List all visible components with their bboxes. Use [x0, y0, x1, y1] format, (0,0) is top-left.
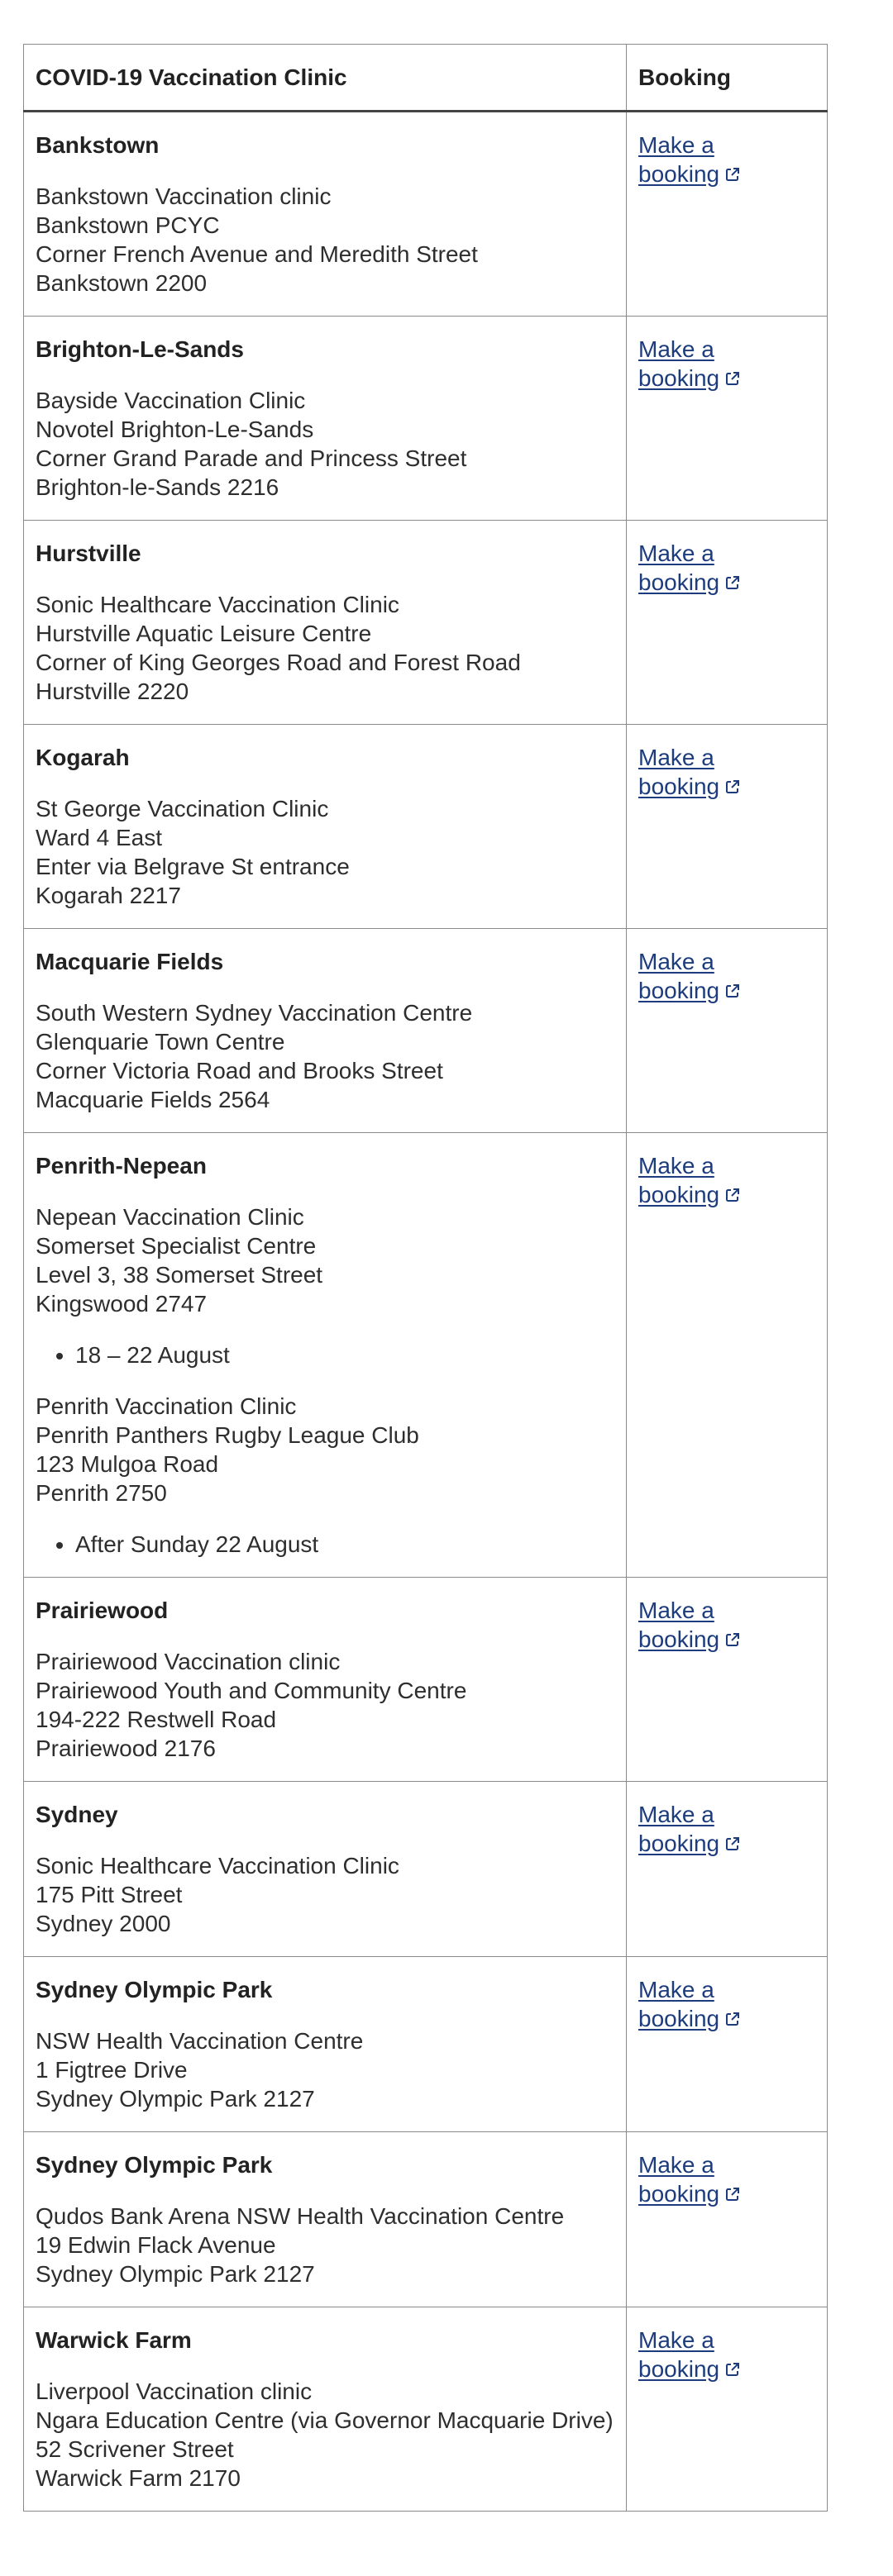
date-range-item: • 18 – 22 August — [75, 1340, 614, 1369]
booking-link-text: Make a — [638, 1598, 714, 1623]
clinic-cell — [24, 1578, 627, 1782]
address-line: Sonic Healthcare Vaccination Clinic — [36, 592, 399, 617]
make-a-booking-link[interactable] — [638, 1151, 741, 1209]
booking-link-text: Make a — [638, 2327, 714, 2353]
address-line: Ngara Education Centre (via Governor Macquarie Drive) — [36, 2407, 614, 2433]
clinic-address — [36, 386, 614, 502]
make-a-booking-link[interactable] — [638, 743, 741, 801]
clinic-address — [36, 182, 614, 298]
address-line: Liverpool Vaccination clinic — [36, 2378, 313, 2404]
address-line: 194-222 Restwell Road — [36, 1707, 277, 1732]
booking-link-text: Make a — [638, 1802, 714, 1827]
external-link-icon — [724, 364, 741, 381]
external-link-icon — [724, 569, 741, 585]
address-line: Bayside Vaccination Clinic — [36, 388, 306, 413]
make-a-booking-link[interactable] — [638, 2326, 741, 2383]
external-link-icon — [724, 1626, 741, 1642]
clinic-address — [36, 1647, 614, 1763]
date-list — [36, 1340, 614, 1369]
clinic-cell — [24, 521, 627, 725]
external-link-icon — [724, 1830, 741, 1846]
address-line: Hurstville 2220 — [36, 679, 189, 704]
external-link-icon — [724, 2005, 741, 2021]
clinic-address — [36, 2026, 614, 2113]
external-link-icon — [724, 160, 741, 177]
clinic-address — [36, 1851, 614, 1938]
make-a-booking-link[interactable] — [638, 539, 741, 597]
booking-link-text: booking — [638, 2006, 720, 2031]
address-line: 123 Mulgoa Road — [36, 1451, 219, 1477]
external-link-icon — [724, 2180, 741, 2197]
clinic-table — [23, 44, 828, 2512]
address-line: Penrith Vaccination Clinic — [36, 1393, 297, 1419]
suburb-name: Kogarah — [36, 745, 130, 770]
booking-cell — [627, 112, 828, 317]
booking-cell — [627, 1782, 828, 1957]
date-range-item: • After Sunday 22 August — [75, 1530, 614, 1559]
external-link-icon — [724, 2355, 741, 2372]
address-line: Qudos Bank Arena NSW Health Vaccination Centre — [36, 2203, 565, 2229]
external-link-icon — [724, 773, 741, 789]
clinic-cell — [24, 929, 627, 1133]
make-a-booking-link[interactable] — [638, 1800, 741, 1858]
address-line: Prairiewood 2176 — [36, 1736, 216, 1761]
clinic-cell — [24, 725, 627, 929]
booking-link-text: booking — [638, 365, 720, 391]
booking-cell — [627, 2307, 828, 2512]
address-line: Novotel Brighton-Le-Sands — [36, 417, 314, 442]
booking-link-text: booking — [638, 774, 720, 799]
booking-link-text: booking — [638, 1626, 720, 1652]
booking-link-text: booking — [638, 569, 720, 595]
clinic-address — [36, 590, 614, 706]
external-link-icon — [724, 1181, 741, 1198]
address-line: Warwick Farm 2170 — [36, 2465, 241, 2491]
clinic-address — [36, 794, 614, 910]
booking-link-text: Make a — [638, 949, 714, 974]
suburb-name: Sydney — [36, 1802, 118, 1827]
table-row — [24, 2307, 828, 2512]
address-line: Macquarie Fields 2564 — [36, 1087, 270, 1112]
address-line: Bankstown PCYC — [36, 212, 220, 238]
booking-link-text: booking — [638, 978, 720, 1003]
table-row — [24, 1782, 828, 1957]
address-line: NSW Health Vaccination Centre — [36, 2028, 364, 2054]
address-line: Brighton-le-Sands 2216 — [36, 474, 279, 500]
suburb-name: Brighton-Le-Sands — [36, 336, 244, 362]
make-a-booking-link[interactable] — [638, 1975, 741, 2033]
address-line: Corner French Avenue and Meredith Street — [36, 241, 478, 267]
booking-link-text: booking — [638, 2181, 720, 2207]
address-line: Corner Victoria Road and Brooks Street — [36, 1058, 443, 1083]
booking-cell — [627, 521, 828, 725]
booking-link-text: booking — [638, 1831, 720, 1856]
suburb-name: Penrith-Nepean — [36, 1153, 207, 1178]
address-line: 1 Figtree Drive — [36, 2057, 188, 2083]
booking-link-text: Make a — [638, 540, 714, 566]
address-line: Bankstown Vaccination clinic — [36, 183, 332, 209]
suburb-name: Bankstown — [36, 132, 160, 158]
table-row — [24, 1578, 828, 1782]
booking-cell — [627, 1133, 828, 1578]
clinic-cell — [24, 112, 627, 317]
address-line: 19 Edwin Flack Avenue — [36, 2232, 276, 2258]
suburb-name: Hurstville — [36, 540, 141, 566]
address-line: Glenquarie Town Centre — [36, 1029, 285, 1055]
booking-link-text: Make a — [638, 1977, 714, 2002]
booking-cell — [627, 929, 828, 1133]
address-line: Sonic Healthcare Vaccination Clinic — [36, 1853, 399, 1878]
address-line: 52 Scrivener Street — [36, 2436, 234, 2462]
address-line: Kingswood 2747 — [36, 1291, 208, 1317]
column-header-clinic: COVID-19 Vaccination Clinic — [24, 45, 627, 112]
table-row — [24, 2132, 828, 2307]
clinic-address — [36, 1392, 614, 1507]
external-link-icon — [724, 977, 741, 993]
header-row — [24, 45, 828, 112]
booking-cell — [627, 317, 828, 521]
clinic-address — [36, 2202, 614, 2288]
make-a-booking-link[interactable] — [638, 1596, 741, 1654]
address-line: Sydney Olympic Park 2127 — [36, 2086, 315, 2112]
address-line: Somerset Specialist Centre — [36, 1233, 317, 1259]
address-line: Sydney 2000 — [36, 1911, 171, 1936]
address-line: South Western Sydney Vaccination Centre — [36, 1000, 473, 1026]
clinic-cell — [24, 2132, 627, 2307]
suburb-name: Warwick Farm — [36, 2327, 192, 2353]
booking-cell — [627, 1578, 828, 1782]
table-row — [24, 725, 828, 929]
clinic-address — [36, 1202, 614, 1318]
table-row — [24, 521, 828, 725]
address-line: St George Vaccination Clinic — [36, 796, 329, 821]
address-line: Nepean Vaccination Clinic — [36, 1204, 304, 1230]
make-a-booking-link[interactable] — [638, 2150, 741, 2208]
suburb-name: Prairiewood — [36, 1598, 169, 1623]
table-row — [24, 1133, 828, 1578]
clinic-cell — [24, 1782, 627, 1957]
table-body — [24, 112, 828, 2512]
clinic-address — [36, 998, 614, 1114]
suburb-name: Macquarie Fields — [36, 949, 224, 974]
booking-cell — [627, 2132, 828, 2307]
booking-link-text: Make a — [638, 1153, 714, 1178]
address-line: Sydney Olympic Park 2127 — [36, 2261, 315, 2287]
address-line: Prairiewood Vaccination clinic — [36, 1649, 341, 1674]
booking-link-text: Make a — [638, 132, 714, 158]
address-line: Prairiewood Youth and Community Centre — [36, 1678, 467, 1703]
clinic-cell — [24, 1957, 627, 2132]
table-row — [24, 317, 828, 521]
clinic-cell — [24, 1133, 627, 1578]
clinic-table-wrapper — [23, 44, 827, 2512]
booking-link-text: booking — [638, 161, 720, 187]
make-a-booking-link[interactable] — [638, 335, 741, 393]
address-line: Kogarah 2217 — [36, 883, 181, 908]
address-line: Corner of King Georges Road and Forest Road — [36, 650, 521, 675]
address-line: Corner Grand Parade and Princess Street — [36, 445, 467, 471]
booking-link-text: booking — [638, 1182, 720, 1207]
make-a-booking-link[interactable] — [638, 131, 741, 188]
suburb-name: Sydney Olympic Park — [36, 2152, 273, 2178]
clinic-cell — [24, 317, 627, 521]
address-line: 175 Pitt Street — [36, 1882, 183, 1907]
table-row — [24, 112, 828, 317]
address-line: Level 3, 38 Somerset Street — [36, 1262, 323, 1288]
make-a-booking-link[interactable] — [638, 947, 741, 1005]
clinic-cell — [24, 2307, 627, 2512]
table-header — [24, 45, 828, 112]
address-line: Hurstville Aquatic Leisure Centre — [36, 621, 372, 646]
address-line: Penrith 2750 — [36, 1480, 167, 1506]
suburb-name: Sydney Olympic Park — [36, 1977, 273, 2002]
booking-link-text: Make a — [638, 745, 714, 770]
address-line: Enter via Belgrave St entrance — [36, 854, 350, 879]
booking-cell — [627, 1957, 828, 2132]
clinic-address — [36, 2377, 614, 2493]
table-row — [24, 929, 828, 1133]
table-row — [24, 1957, 828, 2132]
address-line: Bankstown 2200 — [36, 270, 208, 296]
address-line: Penrith Panthers Rugby League Club — [36, 1422, 419, 1448]
booking-link-text: Make a — [638, 2152, 714, 2178]
date-list — [36, 1530, 614, 1559]
column-header-booking: Booking — [627, 45, 828, 112]
booking-link-text: Make a — [638, 336, 714, 362]
booking-link-text: booking — [638, 2356, 720, 2382]
address-line: Ward 4 East — [36, 825, 163, 850]
booking-cell — [627, 725, 828, 929]
